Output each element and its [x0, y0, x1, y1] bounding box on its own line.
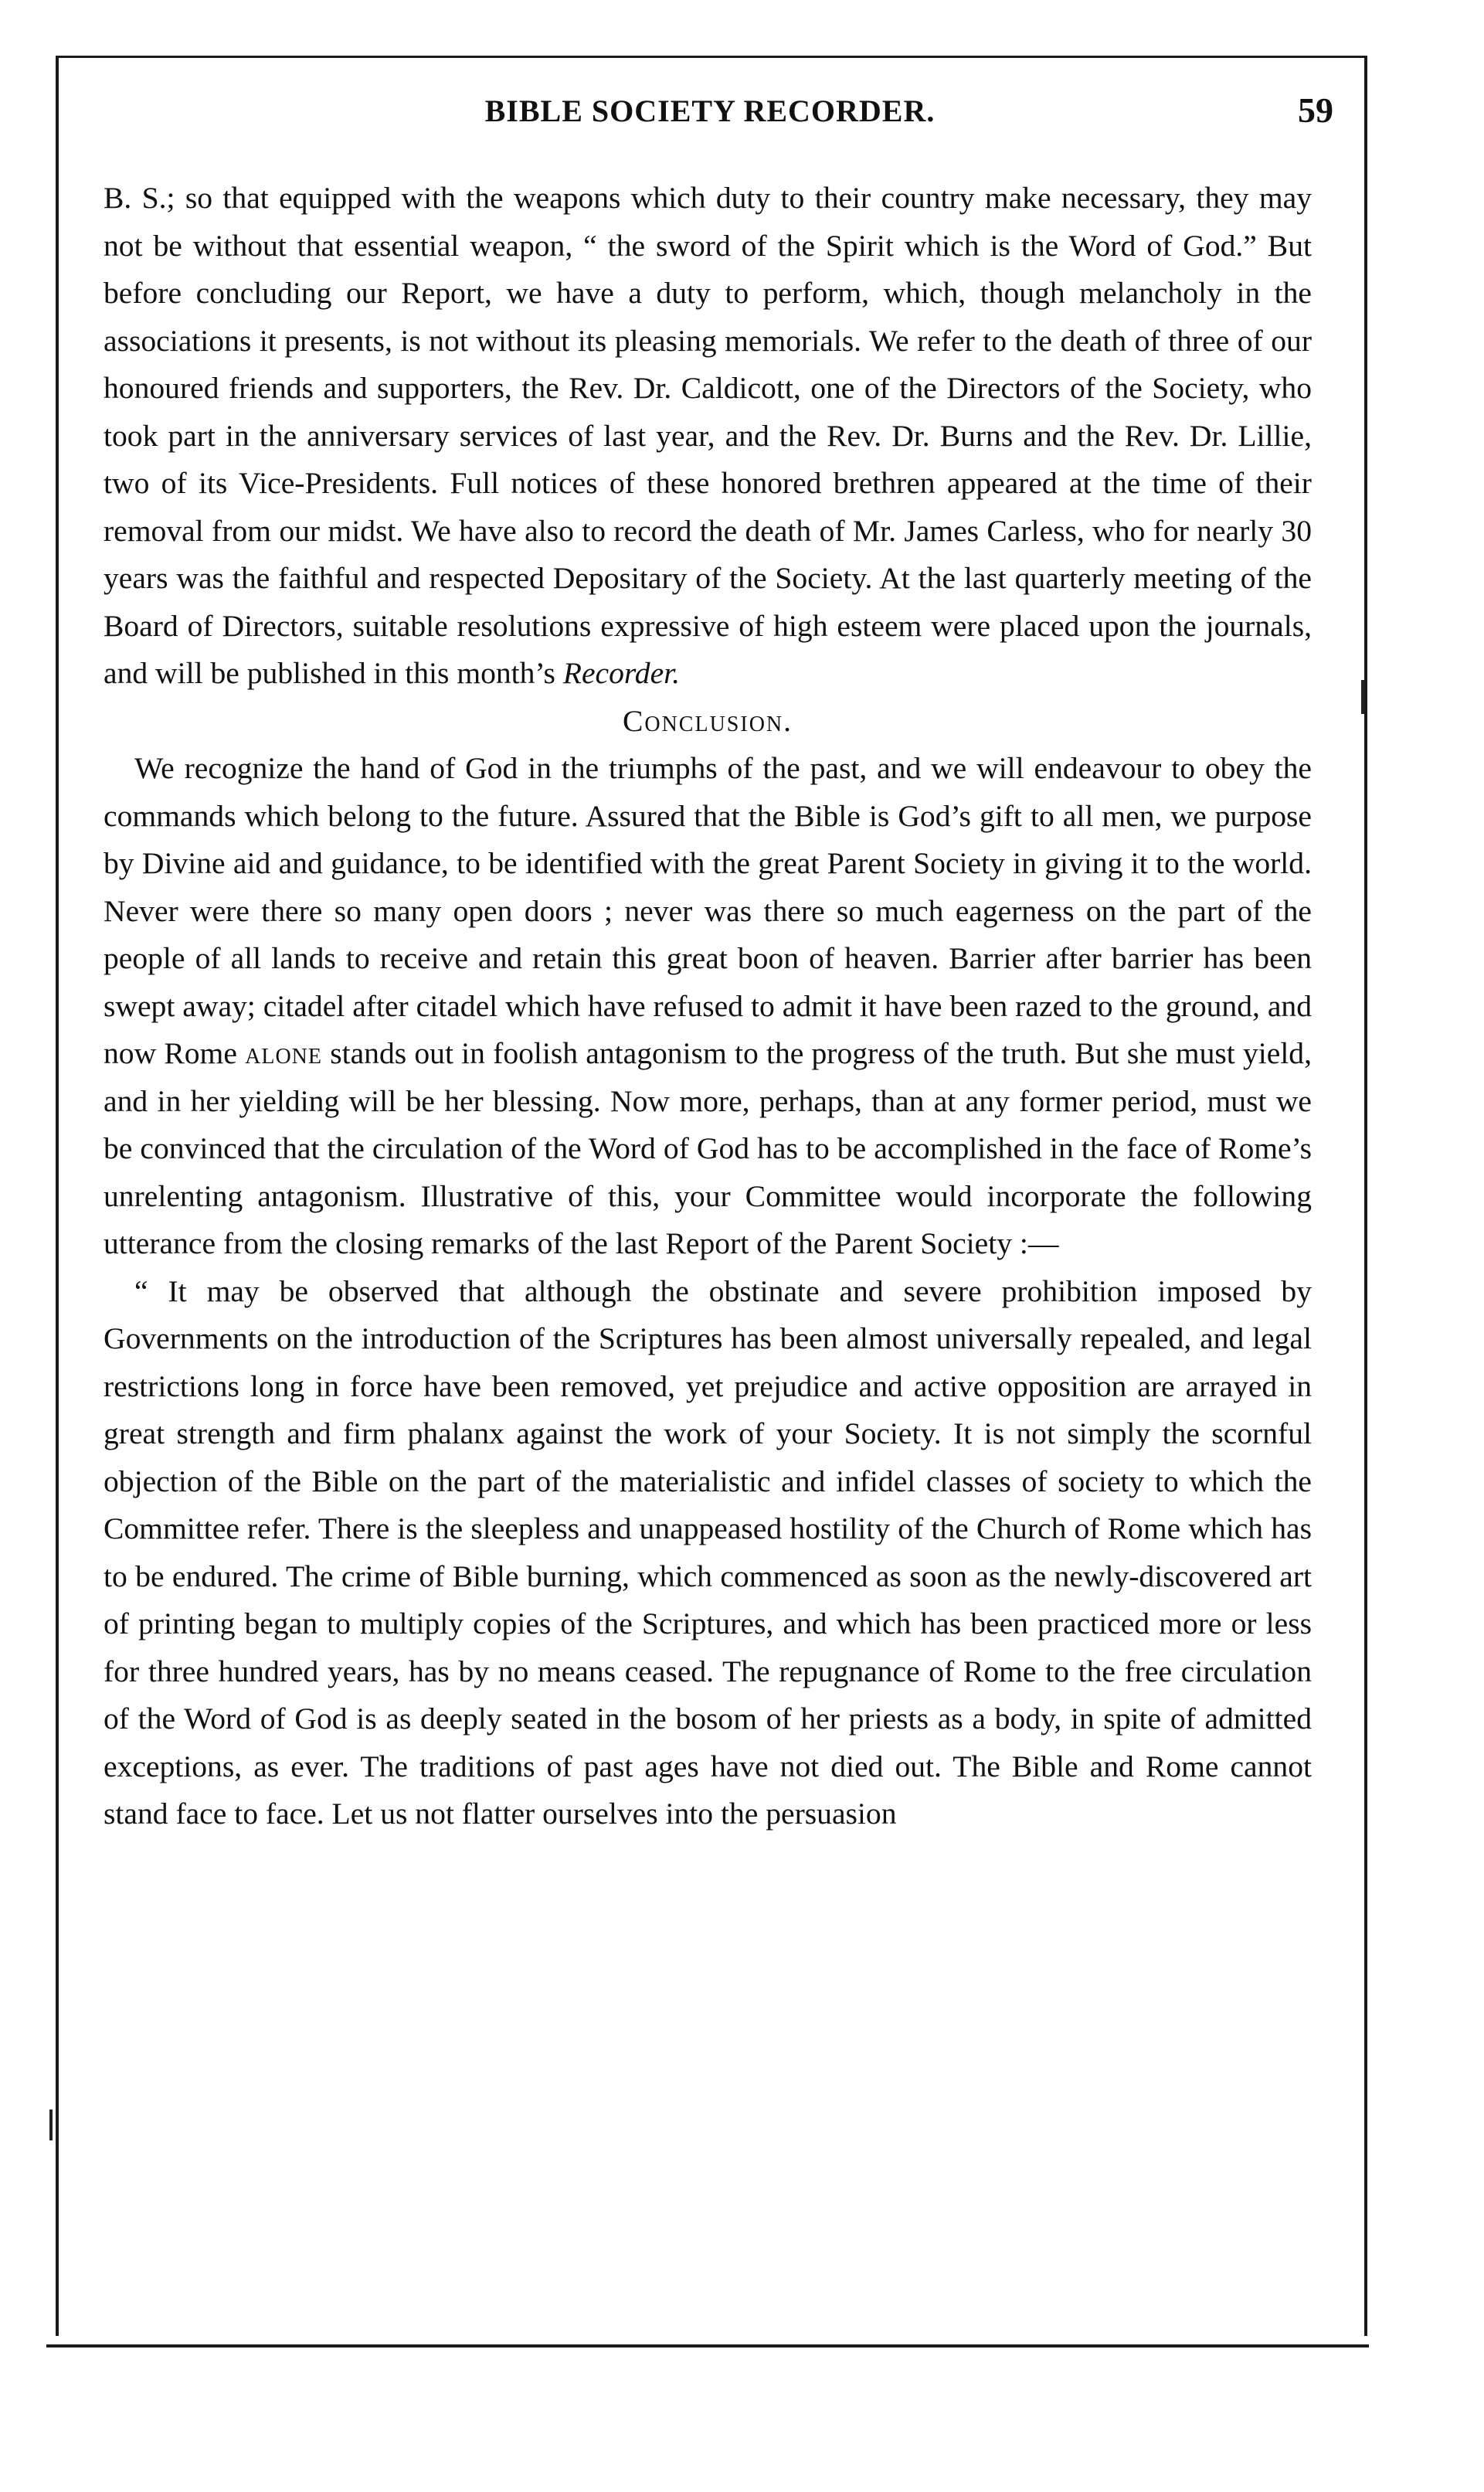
running-head — [56, 90, 1364, 139]
margin-mark-left — [49, 2110, 53, 2140]
bottom-rule — [46, 2344, 1369, 2348]
paragraph-3-text: “ It may be observed that although the obstinate and severe prohibition imposed by Governments on the introduction of the Scriptures has been almost universally repealed, and legal restrictions long in force have been removed, yet prejudice and active opposition are arrayed in great strength and firm phalanx against the work of your Society. It is not simply the scornful objection of the Bible on the part of the materialistic and infidel classes of society to which the Committee refer. There is the sleepless and unappeased hostility of the Church of Rome which has to be endured. The crime of Bible burning, which commenced as soon as the newly-discovered art of printing began to multiply copies of the Scriptures, and which has been practiced more or less for three hundred years, has by no means ceased. The repugnance of Rome to the free circulation of the Word of God is as deeply seated in the bosom of her priests as a body, in spite of admitted exceptions, as ever. The traditions of past ages have not died out. The Bible and Rome cannot stand face to face. Let us not flatter ourselves into the persuasion — [104, 1273, 1312, 1831]
alone-emphasis: alone — [245, 1036, 322, 1070]
paragraph-2 — [104, 745, 1312, 1268]
paragraph-2-text: We recognize the hand of God in the triumphs of the past, and we will endeavour to obey the commands which belong to the future. Assured that the Bible is God’s gift to all men, we purpose by Divine aid and guidance, to be identified with the great Parent Society in giving it to the world. Never were there so many open doors ; never was there so much eagerness on the part of the people of all lands to receive and retain this great boon of heaven. Barrier after barrier has been swept away; citadel after citadel which have refused to admit it have been razed to the ground, and now Rome — [104, 751, 1312, 1070]
paragraph-1-text: B. S.; so that equipped with the weapons which duty to their country make necessary, they may not be without that essential weapon, “ the sword of the Spirit which is the Word of God.” But before concluding our Report, we have a duty to perform, which, though melancholy in the associations it presents, is not without its pleasing memorials. We refer to the death of three of our honoured friends and supporters, the Rev. Dr. Caldicott, one of the Directors of the Society, who took part in the anniversary services of last year, and the Rev. Dr. Burns and the Rev. Dr. Lillie, two of its Vice-Presidents. Full notices of these honored brethren appeared at the time of their removal from our midst. We have also to record the death of Mr. James Carless, who for nearly 30 years was the faithful and respected Depositary of the Society. At the last quarterly meeting of the Board of Directors, suitable resolutions expressive of high esteem were placed upon the journals, and will be published in this month’s — [104, 181, 1312, 690]
paragraph-3-quote — [104, 1268, 1312, 1838]
recorder-title: Recorder. — [562, 656, 681, 690]
running-title: BIBLE SOCIETY RECORDER. — [484, 93, 936, 128]
body-text — [104, 175, 1312, 1838]
paragraph-1 — [104, 175, 1312, 698]
section-heading-conclusion: Conclusion. — [622, 703, 793, 738]
page-number: 59 — [1298, 90, 1333, 130]
paragraph-2-text-after: stands out in foolish antagonism to the progress of the truth. But she must yield, and in her yielding will be her blessing. Now more, perhaps, than at any former period, must we be convinced that the circulation of the Word of God has to be accomplished in the face of Rome’s unrelenting antagonism. Illustrative of this, your Committee would incorporate the following utterance from the closing remarks of the last Report of the Parent Society :— — [104, 1036, 1312, 1260]
margin-mark-right — [1361, 680, 1364, 714]
